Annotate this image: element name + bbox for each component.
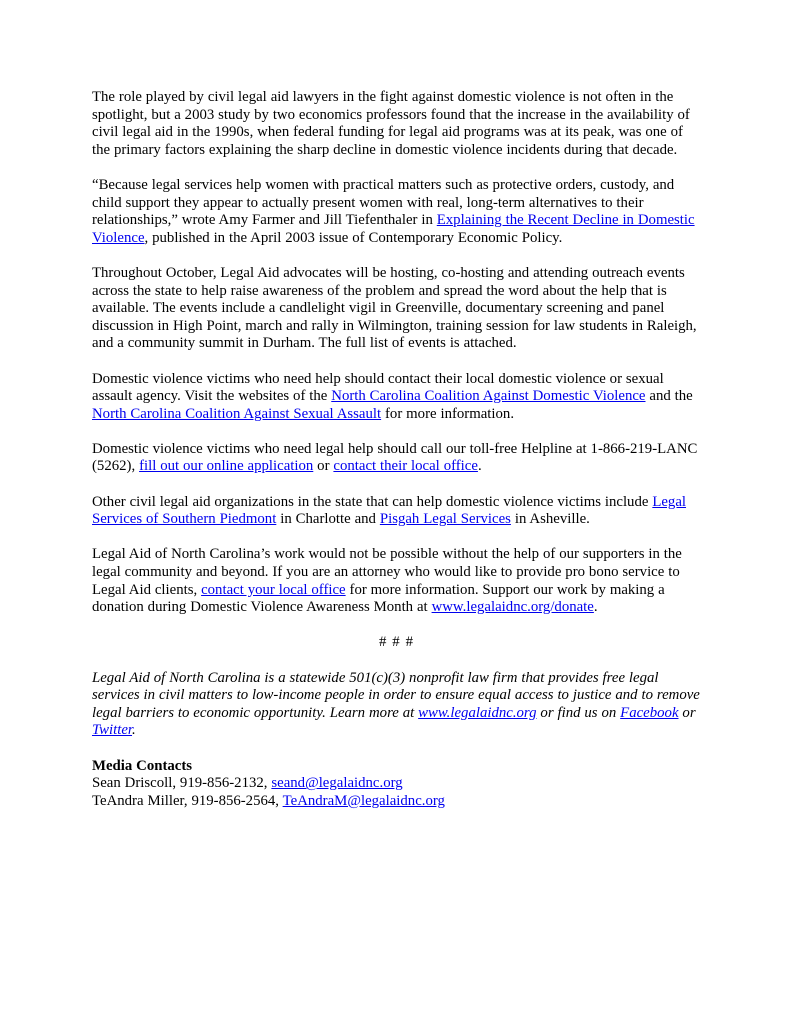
contact-line-2 [92,775,701,793]
contact-line-3 [92,793,701,811]
paragraph-2 [92,177,701,247]
text-run: Legal Aid of North Carolina’s work would not be possible without the help of our supporters in the legal community and beyond. If you are an attorney who would like to provide pro bono service to Legal Aid clients, [92,546,682,598]
text-run: Domestic violence victims who need help should contact their local domestic violence or sexual assault agency. Visit the websites of the [92,370,664,405]
text-run: The role played by civil legal aid lawyers in the fight against domestic violence is not often in the spotlight, but a 2003 study by two economics professors found that the increase in the availability of civil legal aid in the 1990s, when federal funding for legal aid programs was at its peak, was one of the primary factors explaining the sharp decline in domestic violence incidents during that decade. [92,89,690,158]
link-seand-legalaidnc-org[interactable]: seand@legalaidnc.org [271,775,403,792]
link-www-legalaidnc-org[interactable]: www.legalaidnc.org [418,704,537,721]
media-contacts-block [92,758,701,811]
link-contact-your-local-office[interactable]: contact your local office [201,581,346,598]
text-run: for more information. Support our work by making a donation during Domestic Violence Awareness Month at [92,581,665,616]
paragraph-6 [92,494,701,529]
link-www-legalaidnc-org-donate[interactable]: www.legalaidnc.org/donate [431,599,594,616]
text-run: Legal Aid of North Carolina is a statewide 501(c)(3) nonprofit law firm that provides free legal services in civil matters to low-income people in order to ensure equal access to justice and to remove legal barriers to economic opportunity. Learn more at [92,669,700,721]
text-run: or [313,458,334,475]
text-run: or [678,704,696,721]
link-pisgah-legal-services[interactable]: Pisgah Legal Services [379,511,511,528]
paragraph-3 [92,265,701,353]
text-run: or find us on [536,704,621,721]
paragraph-4 [92,371,701,424]
link-twitter[interactable]: Twitter [92,722,133,739]
link-north-carolina-coalition-against-domesti[interactable]: North Carolina Coalition Against Domestic Violence [331,388,646,405]
paragraph-1 [92,89,701,159]
text-run: , published in the April 2003 issue of Contemporary Economic Policy. [144,229,563,246]
link-teandram-legalaidnc-org[interactable]: TeAndraM@legalaidnc.org [282,792,445,809]
bold-text-run: Media Contacts [92,757,193,774]
paragraph-8 [92,634,701,652]
text-run: Domestic violence victims who need legal help should call our toll-free Helpline at 1-866-219-LANC (5262), [92,440,698,475]
link-facebook[interactable]: Facebook [620,704,679,721]
paragraph-9 [92,670,701,740]
text-run: in Asheville. [510,511,590,528]
text-run: . [593,599,598,616]
text-run: Throughout October, Legal Aid advocates will be hosting, co-hosting and attending outreach events across the state to help raise awareness of the problem and spread the word about the help that is available. The events include a candlelight vigil in Greenville, documentary screening and panel discussion in High Point, march and rally in Wilmington, training session for law students in Raleigh, and a community summit in Durham. The full list of events is attached. [92,264,697,352]
text-run: Other civil legal aid organizations in the state that can help domestic violence victims include [92,493,653,510]
press-release-body [92,89,701,810]
text-run: TeAndra Miller, 919-856-2564, [92,792,283,809]
text-run: and the [645,388,693,405]
link-fill-out-our-online-application[interactable]: fill out our online application [139,458,314,475]
text-run: for more information. [381,405,515,422]
contact-line-1 [92,758,701,776]
text-run: in Charlotte and [276,511,380,528]
text-run: “Because legal services help women with practical matters such as protective orders, custody, and child support they appear to actually present women with real, long-term alternatives to their relationships,” wrote Amy Farmer and Jill Tiefenthaler in [92,176,675,229]
text-run: . [132,722,136,739]
paragraph-5 [92,441,701,476]
link-explaining-the-recent-decline-in-domesti[interactable]: Explaining the Recent Decline in Domestic Violence [92,212,695,246]
text-run: # # # [379,634,414,651]
link-legal-services-of-southern-piedmont[interactable]: Legal Services of Southern Piedmont [92,493,687,528]
link-north-carolina-coalition-against-sexual-[interactable]: North Carolina Coalition Against Sexual Assault [92,405,382,422]
text-run: Sean Driscoll, 919-856-2132, [92,775,272,792]
text-run: . [477,458,482,475]
link-contact-their-local-office[interactable]: contact their local office [333,458,478,475]
paragraph-7 [92,546,701,616]
